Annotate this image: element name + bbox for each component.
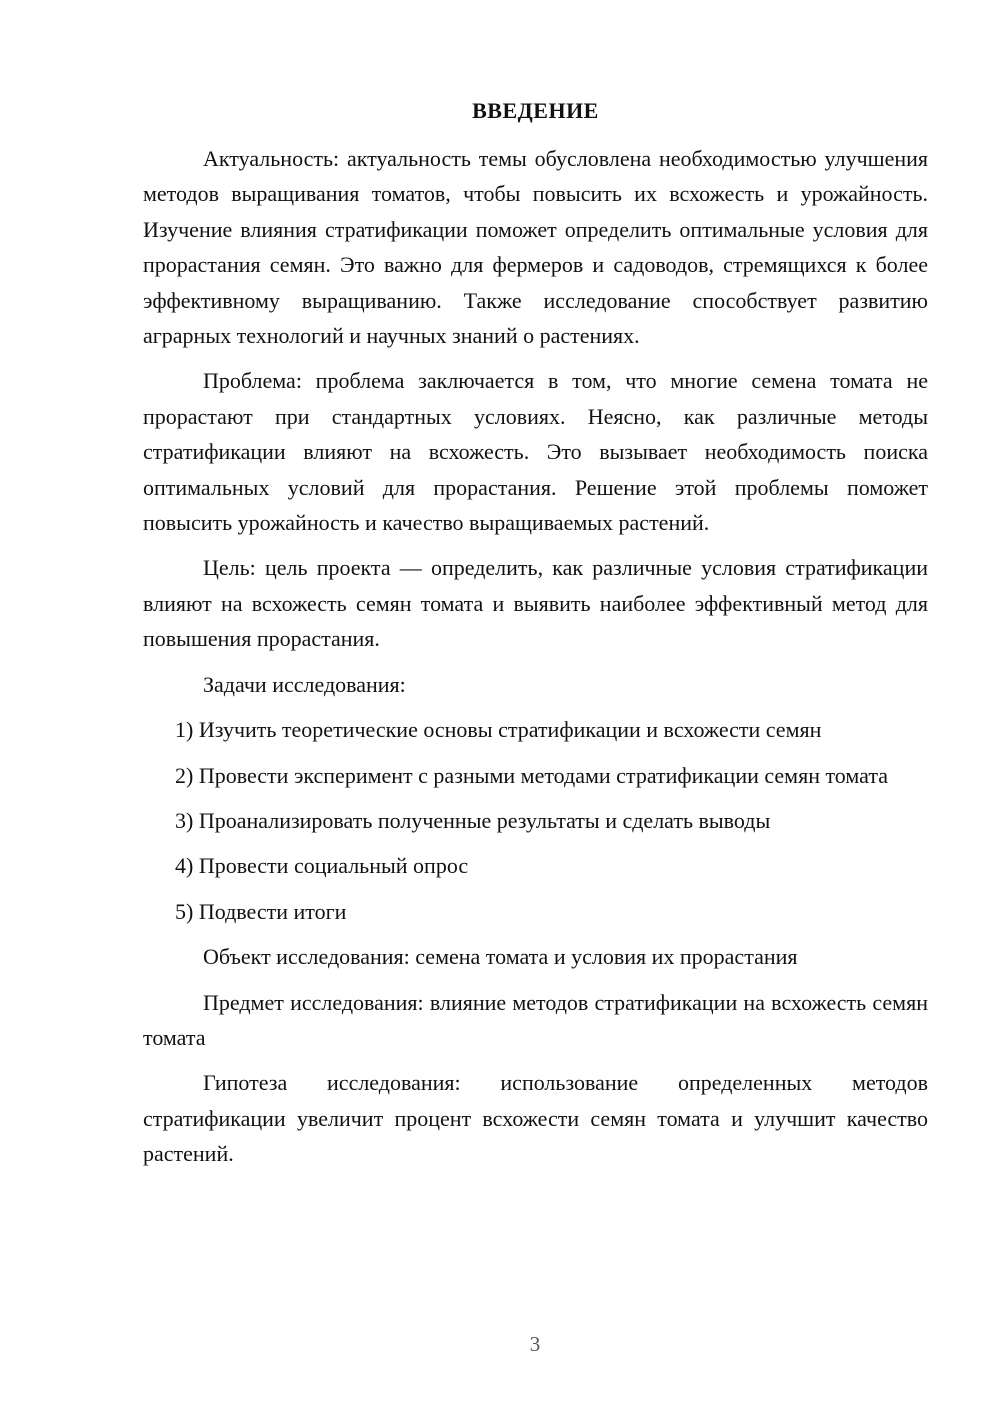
task-item-2: 2) Провести эксперимент с разными методами стратификации семян томата bbox=[175, 762, 889, 788]
paragraph-object: Объект исследования: семена томата и условия их прорастания bbox=[203, 944, 798, 970]
paragraph-subject: Предмет исследования: влияние методов стратификации на всхожесть семян томата bbox=[143, 989, 928, 1050]
document-page bbox=[143, 95, 928, 1172]
section-heading: ВВЕДЕНИЕ bbox=[472, 98, 599, 123]
task-item-1: 1) Изучить теоретические основы стратификации и всхожести семян bbox=[175, 717, 822, 743]
task-item-3: 3) Проанализировать полученные результаты и сделать выводы bbox=[175, 807, 771, 833]
paragraph-tasks-title: Задачи исследования: bbox=[203, 671, 406, 697]
paragraph-relevance: Актуальность: актуальность темы обусловлена необходимостью улучшения методов выращивания томатов, чтобы повысить их всхожесть и урожайность. Изучение влияния стратификации поможет определить оптимальные условия для прорастания семян. Это важно для фермеров и садоводов, стремящихся к более эффективному выращиванию. Также исследование способствует развитию аграрных технологий и научных знаний о растениях. bbox=[143, 146, 928, 349]
task-item-4: 4) Провести социальный опрос bbox=[175, 853, 469, 879]
page-number: 3 bbox=[529, 1332, 541, 1356]
paragraph-problem: Проблема: проблема заключается в том, что многие семена томата не прорастают при стандартных условиях. Неясно, как различные методы стратификации влияют на всхожесть. Это вызывает необходимость поиска оптимальных условий для прорастания. Решение этой проблемы поможет повысить урожайность и качество выращиваемых растений. bbox=[143, 368, 928, 536]
paragraph-goal: Цель: цель проекта — определить, как различные условия стратификации влияют на всхожесть семян томата и выявить наиболее эффективный метод для повышения прорастания. bbox=[143, 555, 928, 652]
task-item-5: 5) Подвести итоги bbox=[175, 898, 347, 924]
paragraph-hypothesis: Гипотеза исследования: использование определенных методов стратификации увеличит процент всхожести семян томата и улучшит качество растений. bbox=[143, 1070, 928, 1167]
